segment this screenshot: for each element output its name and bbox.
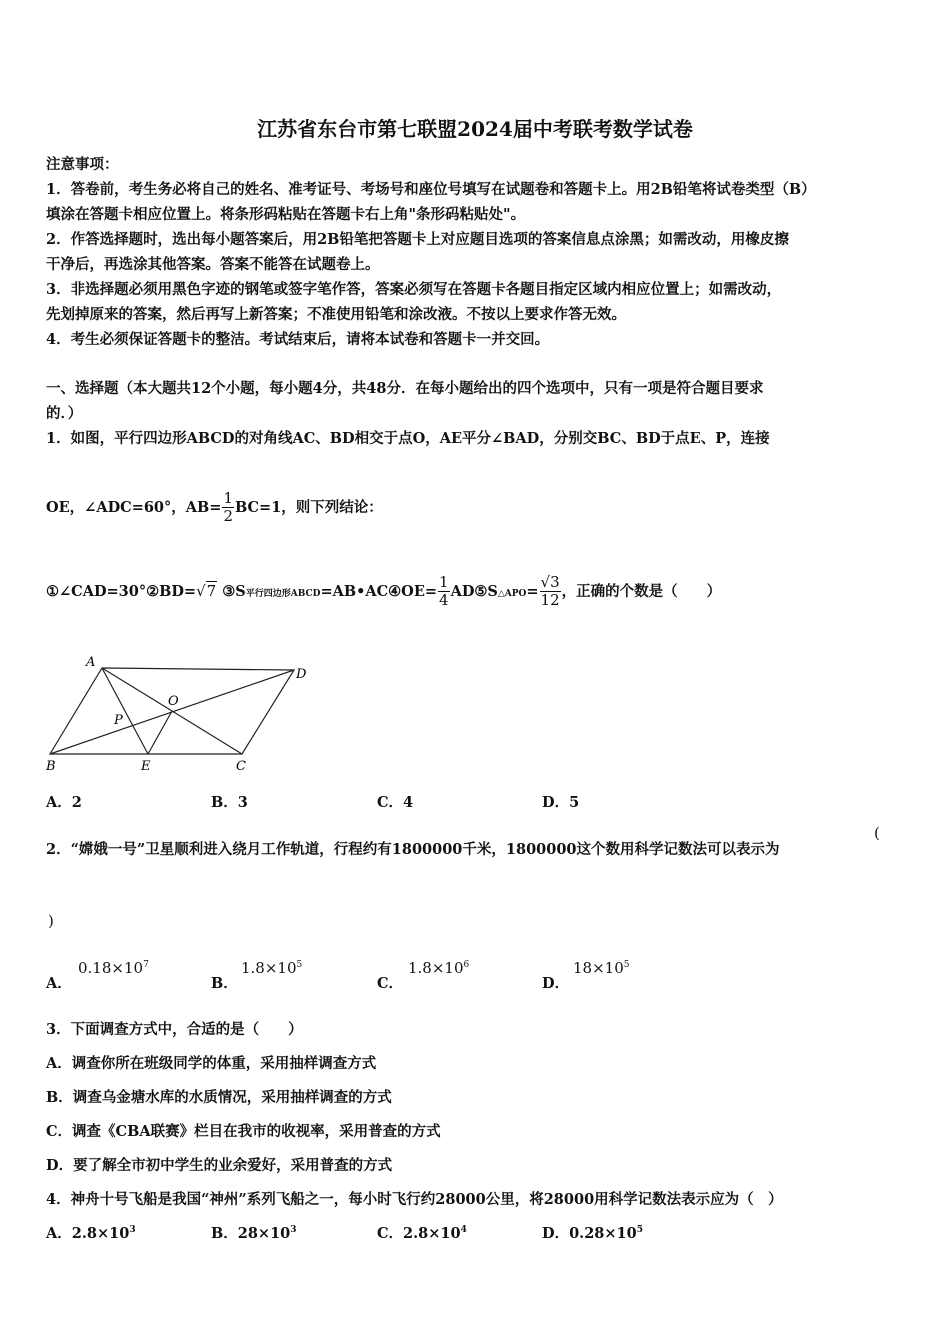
q1-text: =AB•AC④OE=: [320, 582, 438, 600]
subscript: 平行四边形ABCD: [245, 588, 321, 599]
exponent: 3: [129, 1225, 136, 1236]
exponent: 4: [460, 1225, 467, 1236]
label-o: O: [168, 694, 179, 709]
option-d: [542, 1222, 643, 1243]
q1-statements: [46, 574, 721, 610]
option-c: [377, 1222, 467, 1243]
q2-stem: 2．“嫦娥一号”卫星顺利进入绕月工作轨道，行程约有1800000千米，1800000这个数用科学记数法可以表示为: [46, 841, 780, 858]
q1-conditions: [46, 490, 383, 526]
sqrt-7: √7: [196, 581, 217, 600]
section-heading: 一、选择题（本大题共12个小题，每小题4分，共48分．在每小题给出的四个选项中，只有一项是符合题目要求: [46, 380, 764, 397]
fraction-half: [222, 490, 234, 526]
exponent: 6: [463, 960, 470, 970]
option-a: [46, 1222, 136, 1243]
exponent: 5: [296, 960, 303, 970]
segment-oe: [148, 711, 172, 754]
radicand: 7: [206, 581, 217, 600]
option-b: B．: [211, 975, 238, 992]
option-a: A．2: [46, 794, 82, 811]
parallelogram-figure: [40, 650, 320, 780]
option-c: C．4: [377, 794, 414, 811]
notice-line: 4．考生必须保证答题卡的整洁。考试结束后，请将本试卷和答题卡一并交回。: [46, 331, 550, 348]
option-c: C．: [377, 975, 404, 992]
fraction-quarter: [438, 574, 450, 610]
label-d: D: [296, 667, 307, 682]
option-text: C．2.8×10: [377, 1225, 461, 1242]
notice-line: 3．非选择题必须用黑色字迹的钢笔或签字笔作答，答案必须写在答题卡各题目指定区域内相应位置上；如需改动，: [46, 281, 782, 298]
fraction-sqrt3-12: [540, 574, 561, 610]
exponent: 7: [143, 960, 149, 970]
notice-line: 先划掉原来的答案，然后再写上新答案；不准使用铅笔和涂改液。不按以上要求作答无效。: [46, 306, 626, 323]
paren-open: (: [874, 824, 880, 842]
label-b: B: [46, 759, 56, 774]
radicand: 3: [550, 573, 560, 591]
option-b-value: [241, 959, 302, 977]
page-title: 江苏省东台市第七联盟2024届中考联考数学试卷: [257, 117, 693, 141]
q4-stem: 4．神舟十号飞船是我国“神州”系列飞船之一，每小时飞行约28000公里，将28000用科学记数法表示应为（ ）: [46, 1191, 783, 1208]
option-b: B．3: [211, 794, 248, 811]
notice-heading: 注意事项：: [46, 156, 119, 173]
option-d: D．要了解全市初中学生的业余爱好，采用普查的方式: [46, 1157, 393, 1174]
q1-text: =: [526, 582, 539, 600]
subscript: △APO: [497, 588, 527, 599]
q1-text: OE，∠ADC=60°，AB=: [46, 498, 222, 516]
option-b: [211, 1222, 297, 1243]
option-c-value: [408, 959, 469, 977]
frac-num: √3: [540, 573, 560, 591]
bisector-ae: [102, 668, 148, 754]
notice-line: 干净后，再选涂其他答案。答案不能答在试题卷上。: [46, 256, 380, 273]
label-e: E: [141, 759, 151, 774]
label-p: P: [114, 713, 123, 728]
mantissa: 1.8×10: [241, 959, 297, 977]
option-a-value: [78, 959, 149, 977]
q3-stem: 3．下面调查方式中，合适的是（ ）: [46, 1021, 303, 1038]
option-c: C．调查《CBA联赛》栏目在我市的收视率，采用普查的方式: [46, 1123, 441, 1140]
option-b: B．调查乌金塘水库的水质情况，采用抽样调查的方式: [46, 1089, 392, 1106]
frac-den: 12: [540, 591, 560, 610]
q1-text: BC=1，则下列结论：: [234, 498, 383, 516]
option-text: D．0.28×10: [542, 1225, 637, 1242]
option-d-value: [573, 959, 629, 977]
option-d: D．: [542, 975, 570, 992]
mantissa: 1.8×10: [408, 959, 464, 977]
q1-text: AD⑤S: [450, 582, 498, 600]
frac-num: 1: [439, 573, 449, 591]
section-heading-cont: 的．）: [46, 405, 83, 422]
option-text: B．28×10: [211, 1225, 291, 1242]
exponent: 3: [290, 1225, 297, 1236]
option-d: D．5: [542, 794, 580, 811]
mantissa: 0.18×10: [78, 959, 144, 977]
q1-text: ①∠CAD=30°②BD=: [46, 582, 197, 600]
label-c: C: [236, 759, 246, 774]
notice-line: 1．答卷前，考生务必将自己的姓名、准考证号、考场号和座位号填写在试题卷和答题卡上。用2B铅笔将试卷类型（B）: [46, 181, 816, 198]
frac-num: 1: [223, 489, 233, 507]
exponent: 5: [636, 1225, 643, 1236]
exponent: 5: [623, 960, 630, 970]
q1-text: ③S: [222, 582, 246, 600]
paren-close: ): [48, 912, 54, 930]
frac-den: 4: [439, 591, 449, 610]
frac-den: 2: [223, 507, 233, 526]
notice-line: 2．作答选择题时，选出每小题答案后，用2B铅笔把答题卡上对应题目选项的答案信息点涂黑；如需改动，用橡皮擦: [46, 231, 789, 248]
option-text: A．2.8×10: [46, 1225, 130, 1242]
option-a: A．: [46, 975, 72, 992]
notice-line: 填涂在答题卡相应位置上。将条形码粘贴在答题卡右上角"条形码粘贴处"。: [46, 206, 526, 223]
label-a: A: [86, 655, 96, 670]
q1-text: ，正确的个数是（ ）: [561, 582, 722, 600]
option-a: A．调查你所在班级同学的体重，采用抽样调查方式: [46, 1055, 377, 1072]
q1-stem: 1．如图，平行四边形ABCD的对角线AC、BD相交于点O，AE平分∠BAD，分别交BC、BD于点E、P，连接: [46, 430, 770, 447]
mantissa: 18×10: [573, 959, 624, 977]
